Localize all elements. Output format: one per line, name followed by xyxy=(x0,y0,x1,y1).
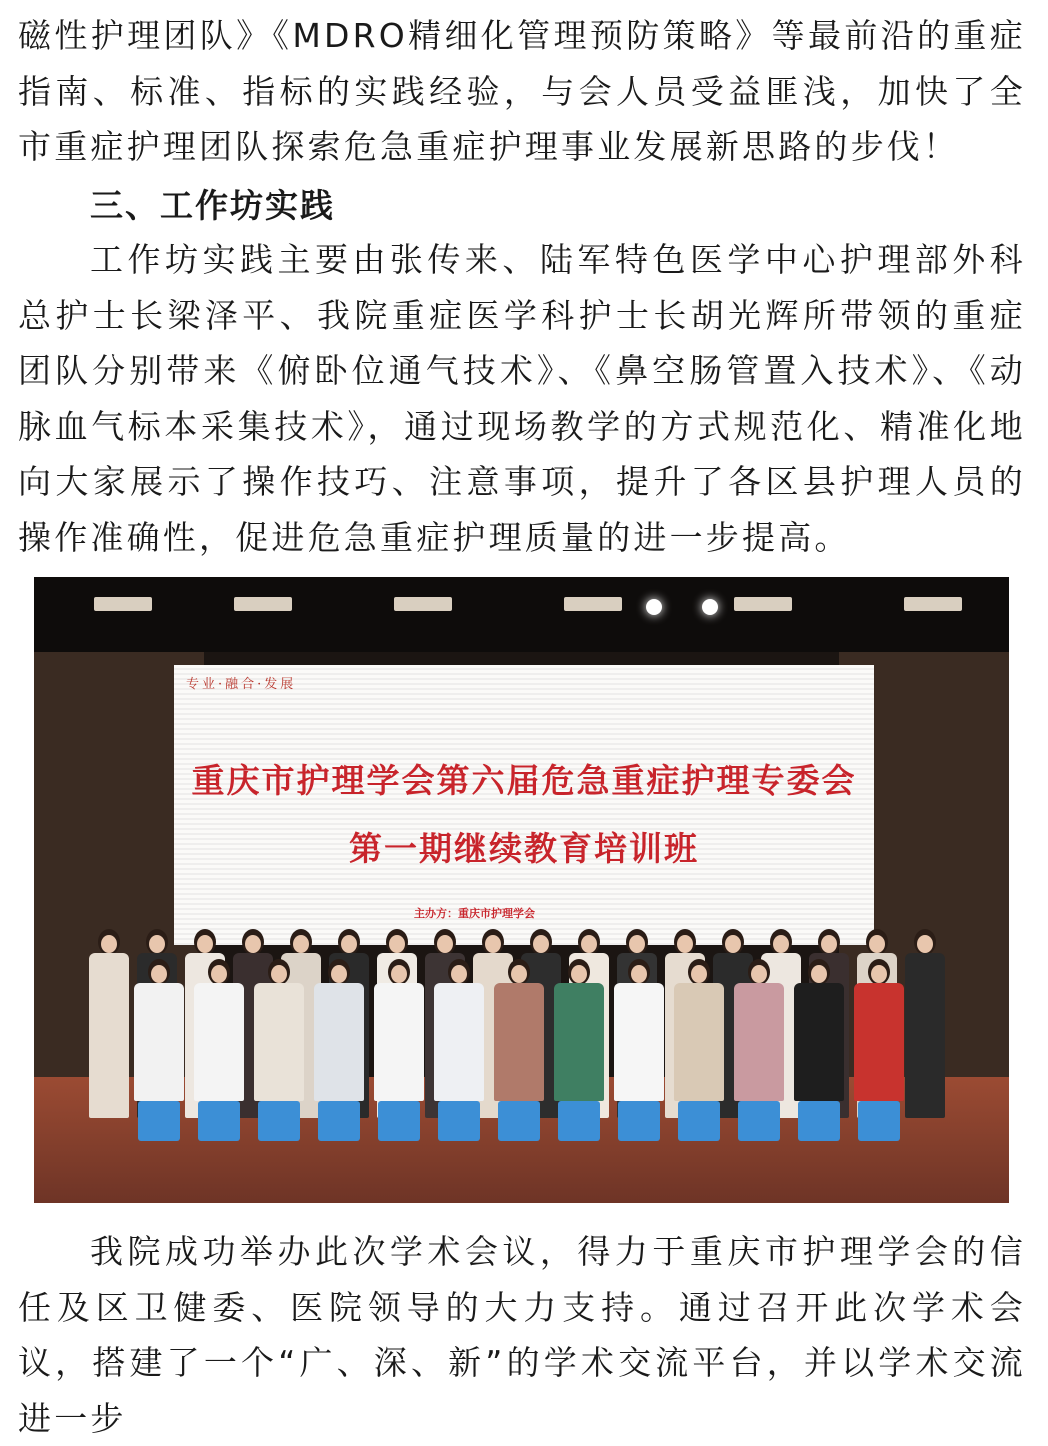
paragraph-conclusion: 我院成功举办此次学术会议，得力于重庆市护理学会的信任及区卫健委、医院领导的大力支持。通过召开此次学术会议，搭建了一个“广、深、新”的学术交流平台，并以学术交流进一步 xyxy=(18,1232,1026,1438)
paragraph-intro-continued: 磁性护理团队》《MDRO精细化管理预防策略》等最前沿的重症指南、标准、指标的实践经验，与会人员受益匪浅，加快了全市重症护理团队探索危急重症护理事业发展新思路的步伐！ xyxy=(18,16,1026,166)
group-of-people xyxy=(34,577,1009,1203)
paragraph-workshop: 工作坊实践主要由张传来、陆军特色医学中心护理部外科总护士长梁泽平、我院重症医学科护士长胡光辉所带领的重症团队分别带来《俯卧位通气技术》、《鼻空肠管置入技术》、《动脉血气标本采集技术》，通过现场教学的方式规范化、精准化地向大家展示了操作技巧、注意事项，提升了各区县护理人员的操作准确性，促进危急重症护理质量的进一步提高。 xyxy=(18,240,1026,557)
screen-title: 重庆市护理学会第六届危急重症护理专委会 xyxy=(191,761,857,800)
screen-organizer: 主办方：重庆市护理学会 xyxy=(414,907,535,920)
section-heading: 三、工作坊实践 xyxy=(90,186,335,225)
group-photo xyxy=(34,577,1009,1203)
screen-slogan: 专业·融合·发展 xyxy=(186,677,297,692)
screen-subtitle: 第一期继续教育培训班 xyxy=(349,829,699,868)
